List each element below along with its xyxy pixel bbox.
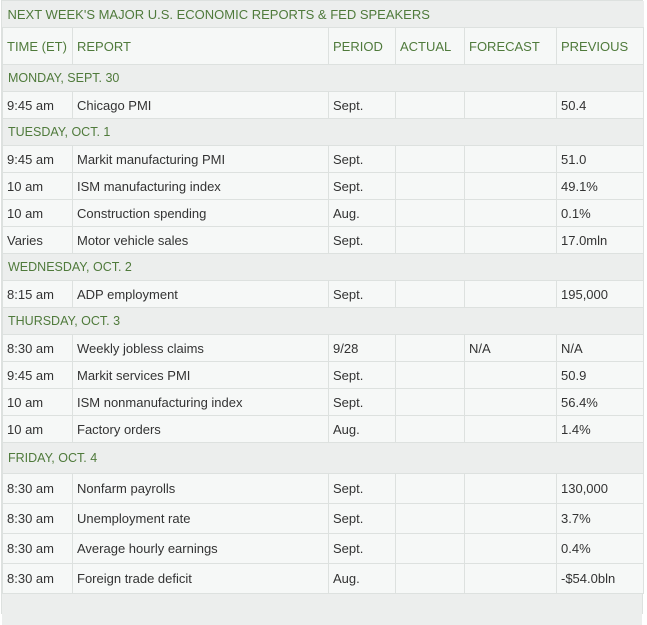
table-row [3,534,644,564]
cell-report: Nonfarm payrolls [73,474,329,504]
cell-actual [396,335,465,362]
cell-time: 8:30 am [3,534,73,564]
cell-period: Aug. [329,200,396,227]
cell-forecast [465,281,557,308]
day-header-row [3,443,644,474]
cell-report: Markit manufacturing PMI [73,146,329,173]
cell-time: 8:30 am [3,564,73,594]
cell-time: 8:30 am [3,504,73,534]
cell-time: 10 am [3,173,73,200]
day-label: THURSDAY, OCT. 3 [3,308,644,335]
cell-time: 10 am [3,416,73,443]
cell-report: Chicago PMI [73,92,329,119]
cell-period: Sept. [329,534,396,564]
cell-forecast [465,504,557,534]
table-row [3,362,644,389]
cell-forecast [465,416,557,443]
cell-previous: 49.1% [557,173,644,200]
cell-forecast: N/A [465,335,557,362]
header-forecast: FORECAST [465,28,557,65]
cell-period: Aug. [329,416,396,443]
cell-period: 9/28 [329,335,396,362]
header-report: REPORT [73,28,329,65]
cell-report: Markit services PMI [73,362,329,389]
day-header-row [3,308,644,335]
cell-previous: N/A [557,335,644,362]
table-title: NEXT WEEK'S MAJOR U.S. ECONOMIC REPORTS & FED SPEAKERS [3,1,644,28]
cell-period: Sept. [329,146,396,173]
cell-previous: 56.4% [557,389,644,416]
cell-time: 8:30 am [3,335,73,362]
cell-previous: 130,000 [557,474,644,504]
cell-forecast [465,92,557,119]
cell-period: Sept. [329,504,396,534]
cell-period: Sept. [329,474,396,504]
cell-report: Weekly jobless claims [73,335,329,362]
cell-previous: 3.7% [557,504,644,534]
table-row [3,564,644,594]
cell-previous: 195,000 [557,281,644,308]
day-label: TUESDAY, OCT. 1 [3,119,644,146]
cell-time: 8:30 am [3,474,73,504]
cell-report: Motor vehicle sales [73,227,329,254]
cell-actual [396,362,465,389]
header-actual: ACTUAL [396,28,465,65]
cell-report: ISM nonmanufacturing index [73,389,329,416]
cell-period: Sept. [329,92,396,119]
table-row [3,92,644,119]
cell-actual [396,416,465,443]
cell-time: Varies [3,227,73,254]
day-label: MONDAY, SEPT. 30 [3,65,644,92]
table-row [3,504,644,534]
cell-forecast [465,173,557,200]
cell-actual [396,504,465,534]
cell-period: Sept. [329,173,396,200]
cell-report: Average hourly earnings [73,534,329,564]
economic-calendar-panel [1,0,643,614]
cell-actual [396,227,465,254]
cell-period: Aug. [329,564,396,594]
cell-forecast [465,474,557,504]
cell-actual [396,474,465,504]
cell-forecast [465,362,557,389]
cell-previous: 1.4% [557,416,644,443]
cell-previous: 0.1% [557,200,644,227]
table-title-row [3,1,644,28]
cell-period: Sept. [329,281,396,308]
day-header-row [3,65,644,92]
table-row [3,335,644,362]
cell-previous: 50.4 [557,92,644,119]
table-row [3,227,644,254]
day-label: FRIDAY, OCT. 4 [3,443,644,474]
day-header-row [3,119,644,146]
cell-time: 10 am [3,200,73,227]
cell-forecast [465,227,557,254]
cell-forecast [465,200,557,227]
economic-calendar-table [2,1,644,594]
cell-actual [396,146,465,173]
cell-time: 9:45 am [3,92,73,119]
cell-time: 10 am [3,389,73,416]
column-header-row [3,28,644,65]
cell-forecast [465,389,557,416]
cell-report: ADP employment [73,281,329,308]
header-time: TIME (ET) [3,28,73,65]
cell-actual [396,281,465,308]
cell-report: Foreign trade deficit [73,564,329,594]
cell-forecast [465,146,557,173]
cell-report: ISM manufacturing index [73,173,329,200]
cell-period: Sept. [329,389,396,416]
header-previous: PREVIOUS [557,28,644,65]
cell-actual [396,389,465,416]
cell-time: 9:45 am [3,362,73,389]
cell-previous: 51.0 [557,146,644,173]
cell-actual [396,173,465,200]
table-row [3,281,644,308]
cell-actual [396,200,465,227]
day-header-row [3,254,644,281]
cell-report: Factory orders [73,416,329,443]
cell-time: 8:15 am [3,281,73,308]
cell-actual [396,92,465,119]
table-row [3,389,644,416]
table-row [3,146,644,173]
cell-previous: 0.4% [557,534,644,564]
cell-previous: -$54.0bln [557,564,644,594]
cell-period: Sept. [329,362,396,389]
table-row [3,173,644,200]
table-row [3,200,644,227]
cell-previous: 17.0mln [557,227,644,254]
table-row [3,416,644,443]
cell-report: Unemployment rate [73,504,329,534]
cell-forecast [465,564,557,594]
cell-time: 9:45 am [3,146,73,173]
cell-period: Sept. [329,227,396,254]
day-label: WEDNESDAY, OCT. 2 [3,254,644,281]
table-footer-space [2,594,642,625]
cell-actual [396,564,465,594]
cell-previous: 50.9 [557,362,644,389]
cell-forecast [465,534,557,564]
header-period: PERIOD [329,28,396,65]
cell-report: Construction spending [73,200,329,227]
cell-actual [396,534,465,564]
table-row [3,474,644,504]
